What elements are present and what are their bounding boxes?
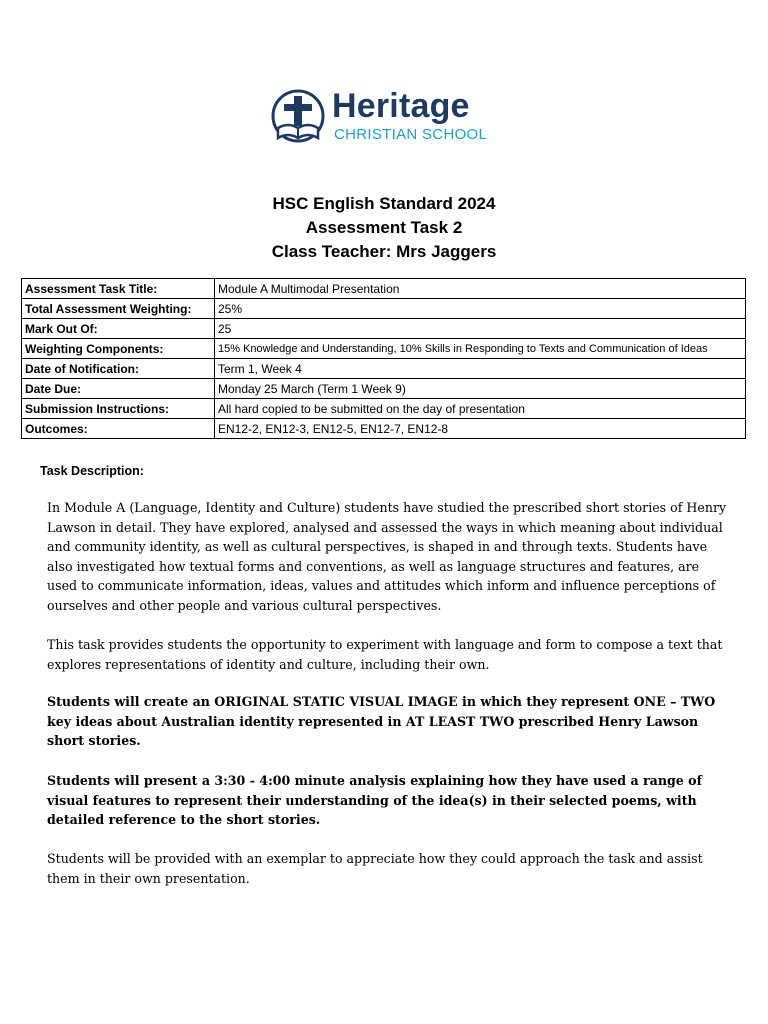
row-value: Monday 25 March (Term 1 Week 9) [215, 379, 746, 399]
row-label: Outcomes: [22, 419, 215, 439]
row-value: 15% Knowledge and Understanding, 10% Skills in Responding to Texts and Communication of Ideas [215, 339, 746, 359]
table-row [22, 339, 746, 359]
school-name: Heritage [332, 87, 470, 125]
row-label: Weighting Components: [22, 339, 215, 359]
paragraph-task-purpose: This task provides students the opportunity to experiment with language and form to compose a text that explores representations of identity and culture, including their own. [47, 637, 723, 672]
task-description-label: Task Description: [40, 464, 144, 478]
table-row [22, 419, 746, 439]
class-teacher: Class Teacher: Mrs Jaggers [271, 242, 497, 261]
table-row [22, 399, 746, 419]
row-label: Submission Instructions: [22, 399, 215, 419]
row-value: 25% [215, 299, 746, 319]
row-value: EN12-2, EN12-3, EN12-5, EN12-7, EN12-8 [215, 419, 746, 439]
table-row [22, 379, 746, 399]
row-label: Date of Notification: [22, 359, 215, 379]
cross-book-icon [270, 88, 326, 146]
row-label: Date Due: [22, 379, 215, 399]
document-title: HSC English Standard 2024 [272, 194, 496, 213]
school-subtitle: CHRISTIAN SCHOOL [334, 126, 488, 143]
row-label: Total Assessment Weighting: [22, 299, 215, 319]
row-value: Module A Multimodal Presentation [215, 279, 746, 299]
paragraph-presentation: Students will present a 3:30 - 4:00 minute analysis explaining how they have used a range of visual features to represent their understanding of the idea(s) in their selected poems, with detailed reference to the short stories. [47, 773, 702, 828]
row-value: 25 [215, 319, 746, 339]
row-label: Assessment Task Title: [22, 279, 215, 299]
table-row [22, 319, 746, 339]
assessment-task: Assessment Task 2 [305, 218, 463, 237]
row-value: Term 1, Week 4 [215, 359, 746, 379]
row-label: Mark Out Of: [22, 319, 215, 339]
table-row [22, 279, 746, 299]
paragraph-module-overview: In Module A (Language, Identity and Culture) students have studied the prescribed short stories of Henry Lawson in detail. They have explored, analysed and assessed the ways in which meaning about individual and community identity, as well as cultural perspectives, is shaped in and through texts. Students have also investigated how textual forms and conventions, as well as language structures and features, are used to communicate information, ideas, values and attitudes which inform and influence perceptions of ourselves and other people and various cultural perspectives. [47, 500, 727, 613]
school-logo [270, 86, 510, 148]
table-row [22, 299, 746, 319]
row-value: All hard copied to be submitted on the day of presentation [215, 399, 746, 419]
paragraph-visual-image: Students will create an ORIGINAL STATIC VISUAL IMAGE in which they represent ONE – TWO key ideas about Australian identity represented in AT LEAST TWO prescribed Henry Lawson short stories. [47, 694, 716, 749]
paragraph-exemplar: Students will be provided with an exemplar to appreciate how they could approach the task and assist them in their own presentation. [47, 851, 703, 886]
assessment-info-table [21, 278, 746, 439]
table-row [22, 359, 746, 379]
